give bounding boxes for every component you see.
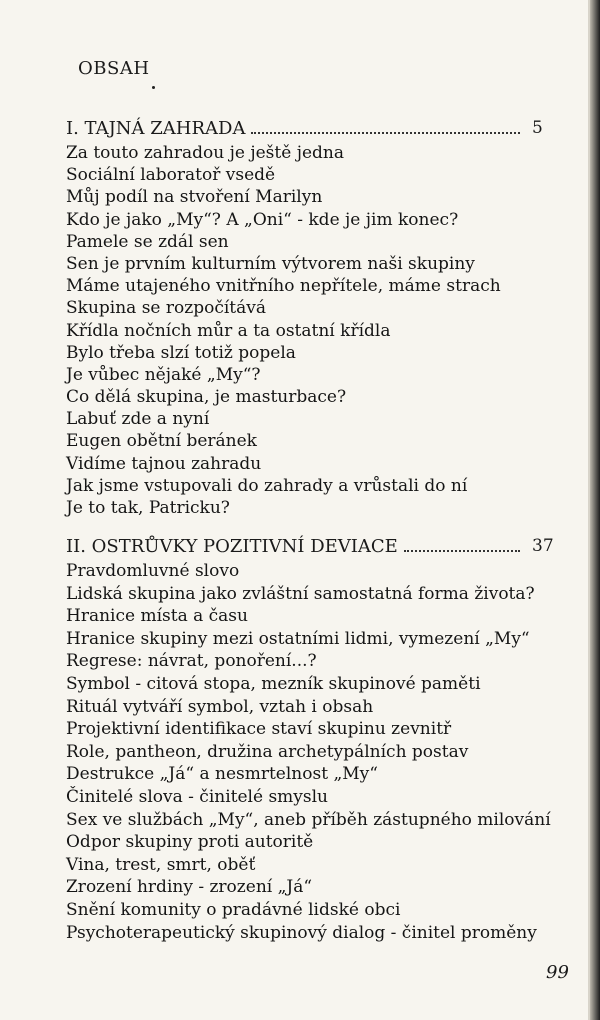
chapter-list xyxy=(66,560,551,944)
chapter-item: Můj podíl na stvoření Marilyn xyxy=(66,187,323,208)
chapter-list xyxy=(66,142,526,519)
chapter-item: Snění komunity o pradávné lidské obci xyxy=(66,899,401,920)
chapter-item: Sex ve službách „My“, aneb příběh zástupného milování xyxy=(66,809,551,830)
chapter-item: Vina, trest, smrt, oběť xyxy=(66,854,256,875)
chapter-item: Regrese: návrat, ponoření...? xyxy=(66,651,317,672)
toc-section-1 xyxy=(66,118,543,519)
section-heading xyxy=(66,118,526,142)
chapter-item: Máme utajeného vnitřního nepřítele, máme strach xyxy=(66,276,501,297)
section-page-number: 37 xyxy=(532,536,554,556)
dot-leader xyxy=(251,131,520,134)
page-title: OBSAH xyxy=(78,58,150,79)
page-edge-shadow xyxy=(590,0,600,1020)
chapter-item: Bylo třeba slzí totiž popela xyxy=(66,342,296,363)
section-title: II. OSTRŮVKY POZITIVNÍ DEVIACE xyxy=(66,536,398,557)
chapter-item: Zrození hrdiny - zrození „Já“ xyxy=(66,877,313,898)
chapter-item: Symbol - citová stopa, mezník skupinové paměti xyxy=(66,673,481,694)
section-page-number: 5 xyxy=(532,118,543,138)
chapter-item: Vidíme tajnou zahradu xyxy=(66,453,262,474)
chapter-item: Co dělá skupina, je masturbace? xyxy=(66,387,347,408)
chapter-item: Role, pantheon, družina archetypálních postav xyxy=(66,741,469,762)
ink-dot xyxy=(152,86,155,89)
chapter-item: Hranice místa a času xyxy=(66,606,248,627)
section-heading xyxy=(66,536,526,560)
toc-section-2 xyxy=(66,536,554,944)
page-number: 99 xyxy=(546,962,569,983)
chapter-item: Hranice skupiny mezi ostatními lidmi, vymezení „My“ xyxy=(66,628,530,649)
chapter-item: Labuť zde a nyní xyxy=(66,409,210,430)
chapter-item: Pamele se zdál sen xyxy=(66,231,229,252)
dot-leader xyxy=(404,549,520,552)
chapter-item: Sen je prvním kulturním výtvorem naši skupiny xyxy=(66,253,475,274)
chapter-item: Pravdomluvné slovo xyxy=(66,561,240,581)
chapter-item: Odpor skupiny proti autoritě xyxy=(66,832,314,853)
chapter-item: Eugen obětní beránek xyxy=(66,431,257,452)
chapter-item: Psychoterapeutický skupinový dialog - činitel proměny xyxy=(66,922,537,943)
chapter-item: Rituál vytváří symbol, vztah i obsah xyxy=(66,696,374,717)
chapter-item: Sociální laboratoř vsedě xyxy=(66,165,276,186)
chapter-item: Jak jsme vstupovali do zahrady a vrůstali do ní xyxy=(66,475,468,496)
chapter-item: Činitelé slova - činitelé smyslu xyxy=(66,786,329,807)
chapter-item: Projektivní identifikace staví skupinu zevnitř xyxy=(66,719,452,740)
chapter-item: Křídla nočních můr a ta ostatní křídla xyxy=(66,320,391,341)
section-title: I. TAJNÁ ZAHRADA xyxy=(66,118,246,139)
chapter-item: Za touto zahradou je ještě jedna xyxy=(66,143,344,163)
chapter-item: Je vůbec nějaké „My“? xyxy=(66,364,261,385)
chapter-item: Skupina se rozpočítává xyxy=(66,298,266,319)
chapter-item: Kdo je jako „My“? A „Oni“ - kde je jim konec? xyxy=(66,209,459,230)
chapter-item: Lidská skupina jako zvláštní samostatná forma života? xyxy=(66,583,535,604)
chapter-item: Destrukce „Já“ a nesmrtelnost „My“ xyxy=(66,764,378,785)
chapter-item: Je to tak, Patricku? xyxy=(66,498,230,518)
